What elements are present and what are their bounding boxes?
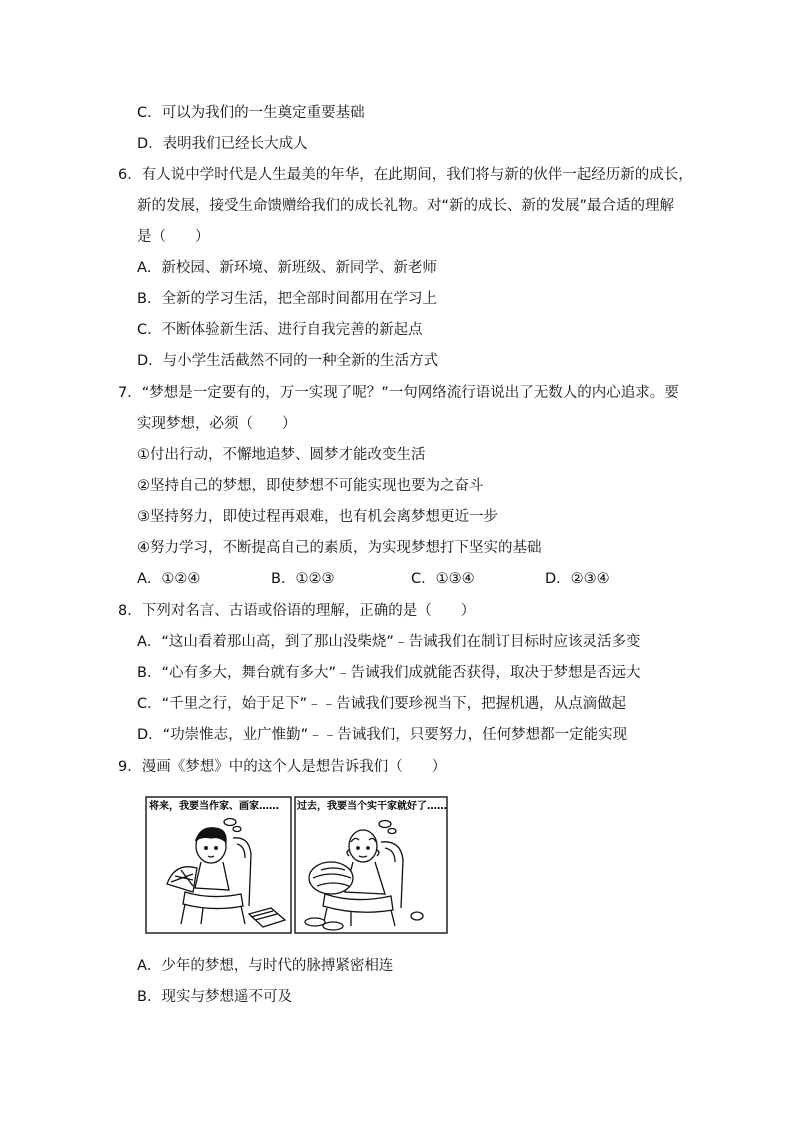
q8-option-c: C．“千里之行，始于足下”﹣﹣告诫我们要珍视当下，把握机遇，从点滴做起 [137, 696, 627, 712]
q9-option-a: A．少年的梦想，与时代的脉搏紧密相连 [137, 958, 394, 974]
dream-cartoon [145, 796, 449, 934]
q6-stem-line-1: 6．有人说中学时代是人生最美的年华，在此期间，我们将与新的伙伴一起经历新的成长， [118, 167, 693, 183]
q8-option-b: B．“心有多大，舞台就有多大”﹣告诫我们成就能否获得，取决于梦想是否远大 [137, 665, 641, 681]
cartoon-right-caption: 过去，我要当个实干家就好了…… [297, 801, 447, 812]
cartoon-left-caption: 将来，我要当作家、画家…… [149, 801, 279, 812]
q6-stem-line-2: 新的发展，接受生命馈赠给我们的成长礼物。对“新的成长、新的发展”最合适的理解 [137, 198, 675, 214]
q6-stem-line-3: 是（ ） [137, 229, 210, 245]
q5-option-d: D．表明我们已经长大成人 [137, 136, 308, 152]
q9-option-b: B．现实与梦想遥不可及 [137, 989, 292, 1005]
q6-option-c: C．不断体验新生活、进行自我完善的新起点 [137, 322, 423, 338]
q7-option-a: A．①②④ [137, 571, 201, 587]
q6-option-d: D．与小学生活截然不同的一种全新的生活方式 [137, 353, 439, 369]
q7-item-3: ③坚持努力，即使过程再艰难，也有机会离梦想更近一步 [137, 509, 498, 525]
q6-option-a: A．新校园、新环境、新班级、新同学、新老师 [137, 260, 437, 276]
q7-stem-line-1: 7．“梦想是一定要有的，万一实现了呢？”一句网络流行语说出了无数人的内心追求。要 [118, 385, 679, 401]
q6-option-b: B．全新的学习生活，把全部时间都用在学习上 [137, 291, 437, 307]
q7-option-c: C．①③④ [411, 571, 475, 587]
q8-option-d: D．“功崇惟志，业广惟勤”﹣﹣告诫我们，只要努力，任何梦想都一定能实现 [137, 727, 628, 743]
q7-item-2: ②坚持自己的梦想，即使梦想不可能实现也要为之奋斗 [137, 478, 484, 494]
q5-option-c: C．可以为我们的一生奠定重要基础 [137, 105, 365, 121]
q8-option-a: A．“这山看着那山高，到了那山没柴烧”﹣告诫我们在制订目标时应该灵活多变 [137, 634, 641, 650]
q7-option-b: B．①②③ [271, 571, 335, 587]
q7-option-d: D．②③④ [545, 571, 610, 587]
q8-stem: 8．下列对名言、古语或俗语的理解，正确的是（ ） [118, 603, 476, 619]
q9-stem: 9．漫画《梦想》中的这个人是想告诉我们（ ） [118, 759, 447, 775]
q7-item-4: ④努力学习，不断提高自己的素质，为实现梦想打下坚实的基础 [137, 540, 542, 556]
q7-item-1: ①付出行动，不懈地追梦、圆梦才能改变生活 [137, 447, 426, 463]
q7-stem-line-2: 实现梦想，必须（ ） [137, 416, 297, 432]
